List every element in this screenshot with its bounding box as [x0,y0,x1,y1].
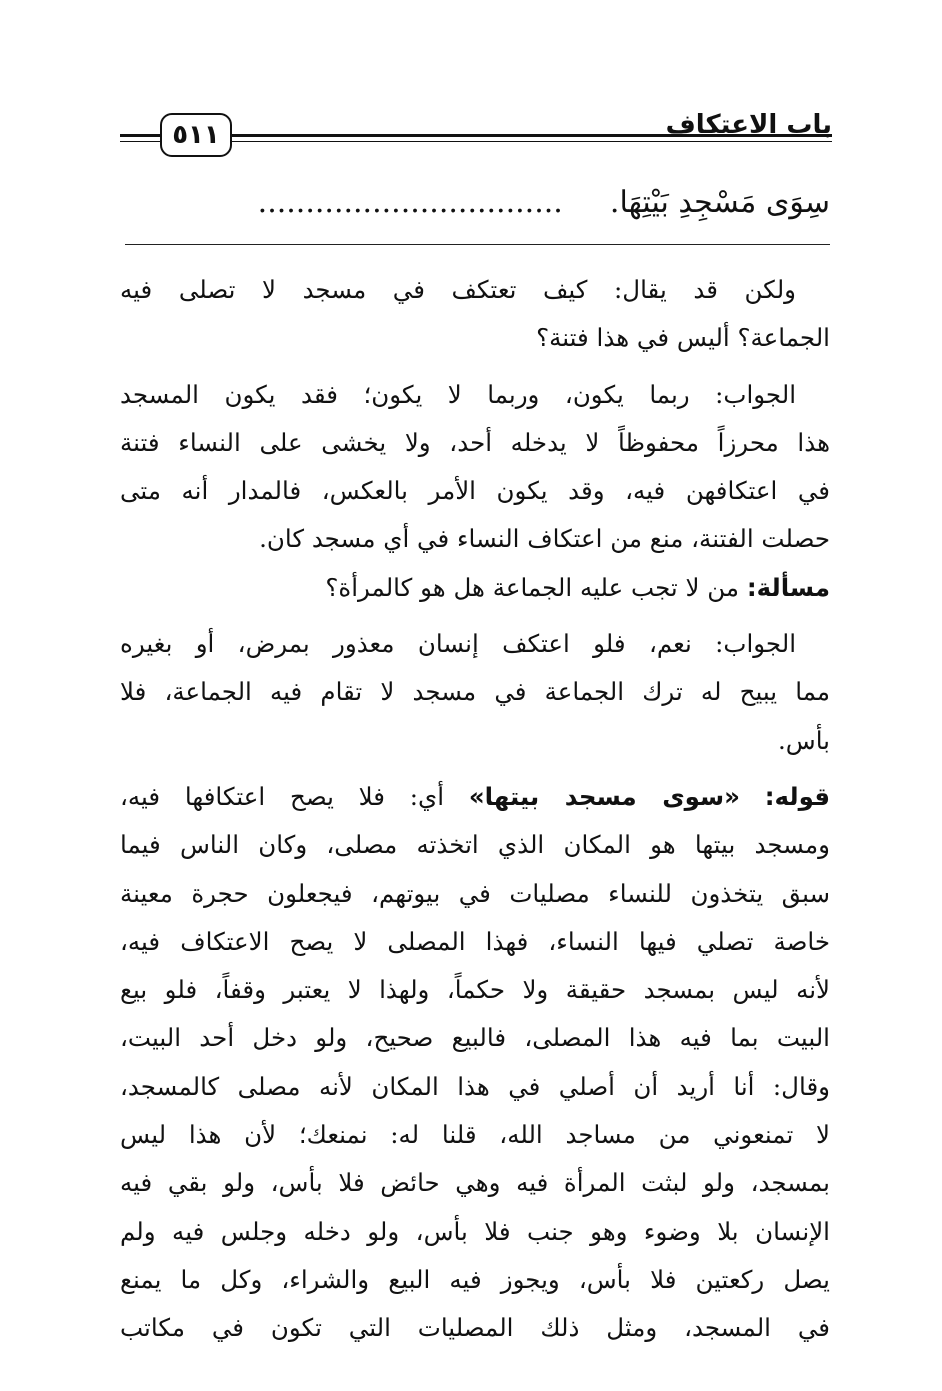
matn-divider [125,244,830,245]
issue-text: من لا تجب عليه الجماعة هل هو كالمرأة؟ [325,572,740,602]
qawluh-label: قوله: [764,781,830,811]
text-line: ومسجد بيتها هو المكان الذي اتخذته مصلى، وكان الناس فيما [120,830,830,860]
text-line: مما يبيح له ترك الجماعة في مسجد لا تقام فيه الجماعة، فلا [120,677,830,707]
text-line: بأس. [778,725,830,755]
text-line: الجواب: نعم، فلو اعتكف إنسان معذور بمرض، أو بغيره [120,629,796,659]
text-line: هذا محرزاً محفوظاً لا يدخله أحد، ولا يخشى على النساء فتنة [120,427,830,457]
text-line: في المسجد، ومثل ذلك المصليات التي تكون في مكاتب [120,1313,830,1343]
text-line: سبق يتخذون للنساء مصليات في بيوتهم، فيجعلون حجرة معينة [120,878,830,908]
matn-line [110,178,830,228]
header-rule-left-thin [120,141,160,142]
text-line: وقال: أنا أريد أن أصلي في هذا المكان لأنه مصلى كالمسجد، [120,1071,830,1101]
paragraph [120,620,830,765]
text-line [120,564,830,612]
text-line: الجماعة؟ أليس في هذا فتنة؟ [536,323,830,353]
issue-label: مسألة: [746,572,830,602]
matn-quote: «سوى مسجد بيتها» [468,781,740,811]
text-line: الإنسان بلا وضوء وهو جنب فلا بأس، ولو دخله وجلس فيه ولم [120,1216,830,1246]
header-rule-left [120,134,160,137]
text-line: حصلت الفتنة، منع من اعتكاف النساء في أي مسجد كان. [259,524,830,554]
text-line: لا تمنعوني من مساجد الله، قلنا له: نمنعك؛ لأن هذا ليس [120,1120,830,1150]
commentary-body [120,266,830,1353]
text-line: لأنه ليس بمسجد حقيقة ولا حكماً، ولهذا لا يعتبر وقفاً، فلو بيع [120,975,830,1005]
text-line: بمسجد، ولو لبثت المرأة فيه وهي حائض فلا بأس، ولو بقي فيه [120,1168,830,1198]
matn-text: سِوَى مَسْجِدِ بَيْتِهَا. [609,185,830,220]
text-line: البيت بما فيه هذا المصلى، فالبيع صحيح، ولو دخل أحد البيت، [120,1023,830,1053]
page-number-text: ٥١١ [172,120,220,150]
paragraph [120,371,830,564]
chapter-title: باب الاعتكاف [665,110,832,140]
text-line: خاصة تصلي فيها النساء، فهذا المصلى لا يصح الاعتكاف فيه، [120,926,830,956]
header-rule-right-thin [228,141,832,142]
paragraph [120,266,830,363]
text-line: في اعتكافهن فيه، وقد يكون الأمر بالعكس، فالمدار أنه متى [120,476,830,506]
text-line [120,773,830,821]
text-line: يصل ركعتين فلا بأس، ويجوز فيه البيع والشراء، وكل ما يمنع [120,1264,830,1294]
text-line: الجواب: ربما يكون، وربما لا يكون؛ فقد يكون المسجد [120,379,796,409]
page-number [160,113,232,157]
text-line: ولكن قد يقال: كيف تعتكف في مسجد لا تصلى فيه [120,275,796,304]
paragraph [120,773,830,1353]
text-fragment: أي: فلا يصح اعتكافها فيه، [120,781,445,811]
paragraph [120,564,830,612]
matn-dots: ................................ [257,185,563,220]
